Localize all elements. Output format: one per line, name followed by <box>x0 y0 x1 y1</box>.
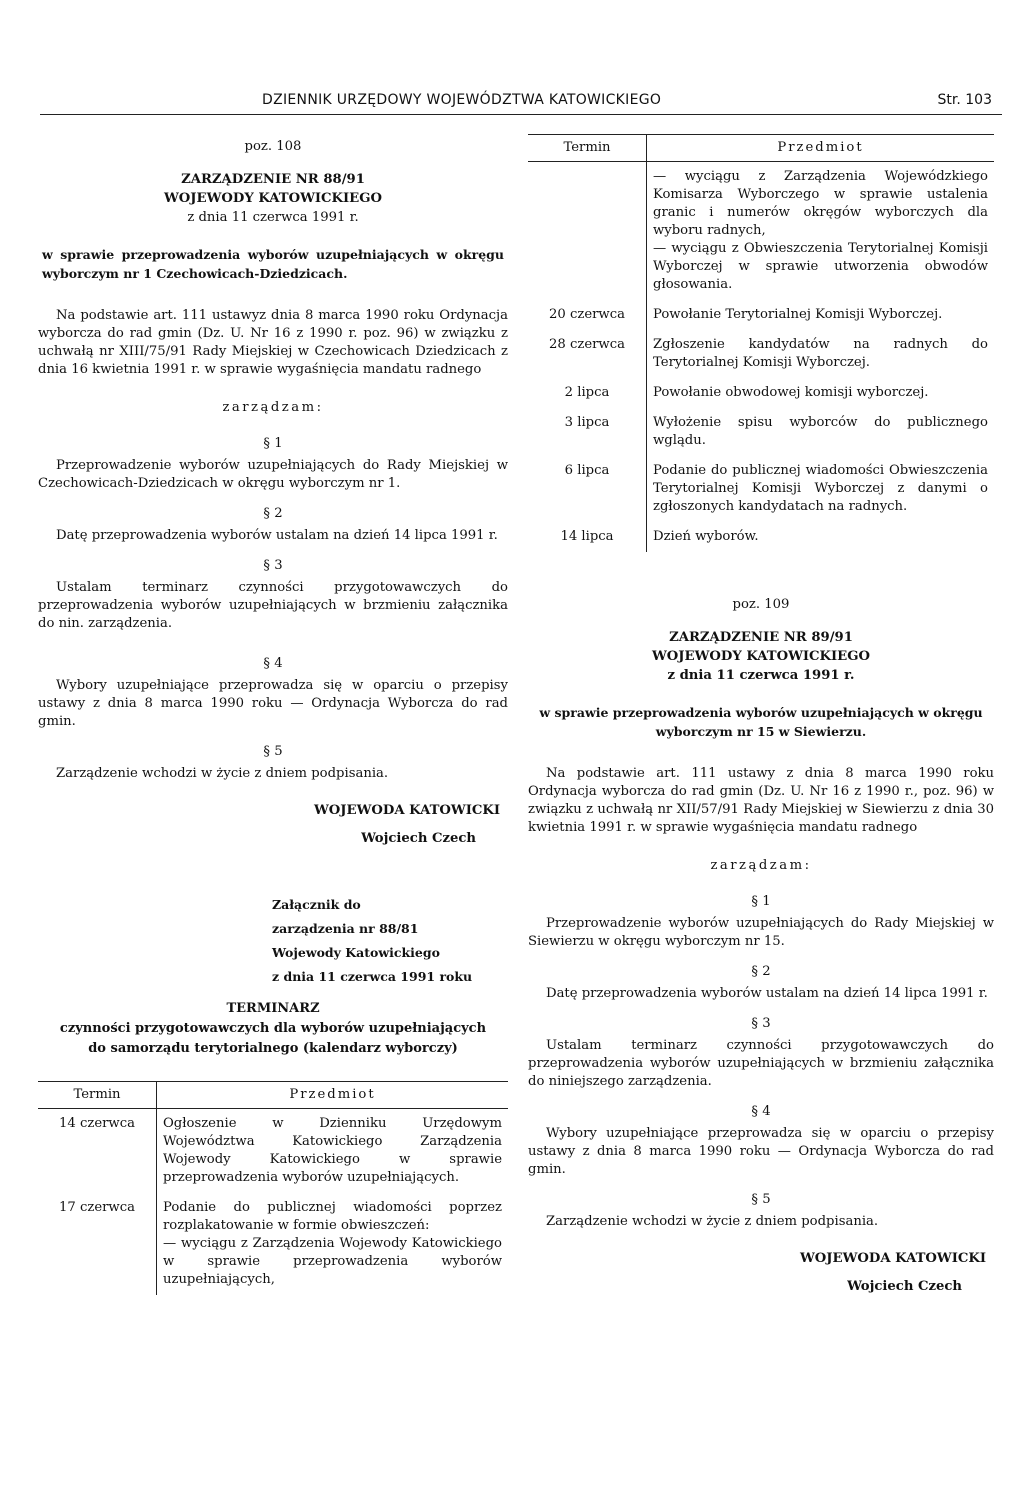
decree-number: ZARZĄDZENIE NR 89/91 <box>669 630 853 645</box>
terminarz-title: TERMINARZ <box>226 1001 320 1016</box>
header-rule <box>40 114 1002 115</box>
decree-issuer: WOJEWODY KATOWICKIEGO <box>164 191 382 206</box>
position-number: poz. 108 <box>244 139 302 154</box>
row-subject-item: — wyciągu z Zarządzenia Wojewódzkiego Komisarza Wyborczego w sprawie ustalenia granic i numerów okręgów wyborczych dla wyboru radnych, <box>653 169 988 238</box>
section-3-text: Ustalam terminarz czynności przygotowawczych do przeprowadzenia wyborów uzupełniających w brzmieniu załącznika do niniejszego zarządzenia. <box>528 1038 994 1089</box>
table-row <box>38 1109 508 1194</box>
row-subject: Ogłoszenie w Dzienniku Urzędowym Województwa Katowickiego Zarządzenia Wojewody Katowickiego w sprawie przeprowadzenia wyborów uzupełniających. <box>157 1109 509 1194</box>
signature <box>528 1245 994 1301</box>
left-column <box>38 134 508 1474</box>
row-subject: Podanie do publicznej wiadomości Obwieszczenia Terytorialnej Komisji Wyborczej z danymi o zgłoszonych kandydatach na radnych. <box>647 456 995 522</box>
annex-line-2: zarządzenia nr 88/81 <box>272 921 419 936</box>
terminarz-heading <box>38 999 508 1059</box>
table-row <box>528 162 994 301</box>
row-subject-item: — wyciągu z Obwieszczenia Terytorialnej Komisji Wyborczej w sprawie utworzenia obwodów głosowania. <box>653 241 988 292</box>
section-5-label: § 5 <box>751 1192 771 1207</box>
decree-date: z dnia 11 czerwca 1991 r. <box>187 210 359 225</box>
row-date: 17 czerwca <box>59 1200 135 1215</box>
decree-issuer: WOJEWODY KATOWICKIEGO <box>652 649 870 664</box>
section-5-text: Zarządzenie wchodzi w życie z dniem podpisania. <box>56 766 389 781</box>
annex-line-1: Załącznik do <box>272 897 361 912</box>
table-row <box>528 522 994 552</box>
section-2-label: § 2 <box>751 964 771 979</box>
column-header-term: Termin <box>38 1082 157 1109</box>
section-2-text: Datę przeprowadzenia wyborów ustalam na dzień 14 lipca 1991 r. <box>546 986 988 1001</box>
column-header-subject: Przedmiot <box>647 135 995 162</box>
decree-date: z dnia 11 czerwca 1991 r. <box>667 668 855 683</box>
row-subject: Dzień wyborów. <box>647 522 995 552</box>
page-header <box>0 92 1024 112</box>
table-row <box>528 408 994 456</box>
row-date <box>528 162 647 301</box>
row-date: 14 czerwca <box>59 1116 135 1131</box>
section-1-text: Przeprowadzenie wyborów uzupełniających do Rady Miejskiej w Siewierzu w okręgu wyborczym nr 15. <box>528 916 994 949</box>
section-4-text: Wybory uzupełniające przeprowadza się w oparciu o przepisy ustawy z dnia 8 marca 1990 roku — Ordynacja Wyborcza do rad gmin. <box>38 678 508 729</box>
row-subject-item: — wyciągu z Zarządzenia Wojewody Katowickiego w sprawie przeprowadzenia wyborów uzupełniających, <box>163 1236 502 1287</box>
section-1-label: § 1 <box>751 894 771 909</box>
page-number: Str. 103 <box>937 92 992 108</box>
row-subject-text: Podanie do publicznej wiadomości poprzez rozplakatowanie w formie obwieszczeń: <box>163 1200 502 1233</box>
section-2-label: § 2 <box>263 506 283 521</box>
row-subject: Powołanie Terytorialnej Komisji Wyborczej. <box>647 300 995 330</box>
terminarz-subtitle-1: czynności przygotowawczych dla wyborów uzupełniających <box>59 1021 487 1036</box>
schedule-table-continued <box>528 134 994 552</box>
table-row <box>528 456 994 522</box>
section-3-text: Ustalam terminarz czynności przygotowawczych do przeprowadzenia wyborów uzupełniających w brzmieniu załącznika do nin. zarządzenia. <box>38 580 508 631</box>
schedule-table <box>38 1081 508 1295</box>
section-1-text: Przeprowadzenie wyborów uzupełniających do Rady Miejskiej w Czechowicach-Dziedzicach w okręgu wyborczym nr 1. <box>38 458 508 491</box>
decree-subject: w sprawie przeprowadzenia wyborów uzupełniających w okręgu wyborczym nr 1 Czechowicach-Dziedzicach. <box>42 247 504 281</box>
position-number: poz. 109 <box>732 597 790 612</box>
column-header-subject: Przedmiot <box>157 1082 509 1109</box>
decree-title <box>38 170 508 227</box>
signer-name: Wojciech Czech <box>361 831 476 846</box>
table-row <box>528 330 994 378</box>
annex-line-3: Wojewody Katowickiego <box>272 945 440 960</box>
section-3-label: § 3 <box>751 1016 771 1031</box>
table-row <box>528 378 994 408</box>
row-subject <box>647 162 995 301</box>
terminarz-subtitle-2: do samorządu terytorialnego (kalendarz wyborczy) <box>88 1041 458 1056</box>
row-subject: Wyłożenie spisu wyborców do publicznego wglądu. <box>647 408 995 456</box>
row-subject <box>157 1193 509 1295</box>
decree-number: ZARZĄDZENIE NR 88/91 <box>181 172 365 187</box>
section-1-label: § 1 <box>263 436 283 451</box>
row-date: 14 lipca <box>560 529 614 544</box>
signer-title: WOJEWODA KATOWICKI <box>800 1251 986 1266</box>
annex-header <box>272 893 508 989</box>
signature <box>38 797 508 853</box>
preamble: Na podstawie art. 111 ustawyz dnia 8 marca 1990 roku Ordynacja wyborcza do rad gmin (Dz. U. Nr 16 z 1990 r. poz. 96) w związku z uchwałą nr XIII/75/91 Rady Miejskiej w Czechowicach Dziedzicach z dnia 16 kwietnia 1991 r. w sprawie wygaśnięcia mandatu radnego <box>38 308 508 377</box>
journal-title: DZIENNIK URZĘDOWY WOJEWÓDZTWA KATOWICKIEGO <box>262 92 662 108</box>
row-date: 6 lipca <box>564 463 610 478</box>
section-5-text: Zarządzenie wchodzi w życie z dniem podpisania. <box>546 1214 879 1229</box>
section-5-label: § 5 <box>263 744 283 759</box>
annex-line-4: z dnia 11 czerwca 1991 roku <box>272 969 473 984</box>
decree-subject: w sprawie przeprowadzenia wyborów uzupełniających w okręgu wyborczym nr 15 w Siewierzu. <box>539 705 983 739</box>
right-column <box>528 134 994 1474</box>
decree-word: zarządzam: <box>222 400 324 415</box>
preamble: Na podstawie art. 111 ustawy z dnia 8 marca 1990 roku Ordynacja wyborcza do rad gmin (Dz. U. Nr 16 z 1990 r., poz. 96) w związku z uchwałą nr XII/57/91 Rady Miejskiej w Siewierzu z dnia 30 kwietnia 1991 r. w sprawie wygaśnięcia mandatu radnego <box>528 766 994 835</box>
signer-title: WOJEWODA KATOWICKI <box>314 803 500 818</box>
row-subject: Powołanie obwodowej komisji wyborczej. <box>647 378 995 408</box>
section-3-label: § 3 <box>263 558 283 573</box>
row-date: 2 lipca <box>564 385 610 400</box>
section-4-label: § 4 <box>751 1104 771 1119</box>
table-row <box>38 1193 508 1295</box>
row-subject: Zgłoszenie kandydatów na radnych do Terytorialnej Komisji Wyborczej. <box>647 330 995 378</box>
column-header-term: Termin <box>528 135 647 162</box>
row-date: 20 czerwca <box>549 307 625 322</box>
row-date: 28 czerwca <box>549 337 625 352</box>
signer-name: Wojciech Czech <box>847 1279 962 1294</box>
section-4-label: § 4 <box>263 656 283 671</box>
decree-word: zarządzam: <box>710 858 812 873</box>
table-row <box>528 300 994 330</box>
section-4-text: Wybory uzupełniające przeprowadza się w oparciu o przepisy ustawy z dnia 8 marca 1990 roku — Ordynacja Wyborcza do rad gmin. <box>528 1126 994 1177</box>
section-2-text: Datę przeprowadzenia wyborów ustalam na dzień 14 lipca 1991 r. <box>56 528 498 543</box>
decree-title <box>528 628 994 685</box>
row-date: 3 lipca <box>564 415 610 430</box>
